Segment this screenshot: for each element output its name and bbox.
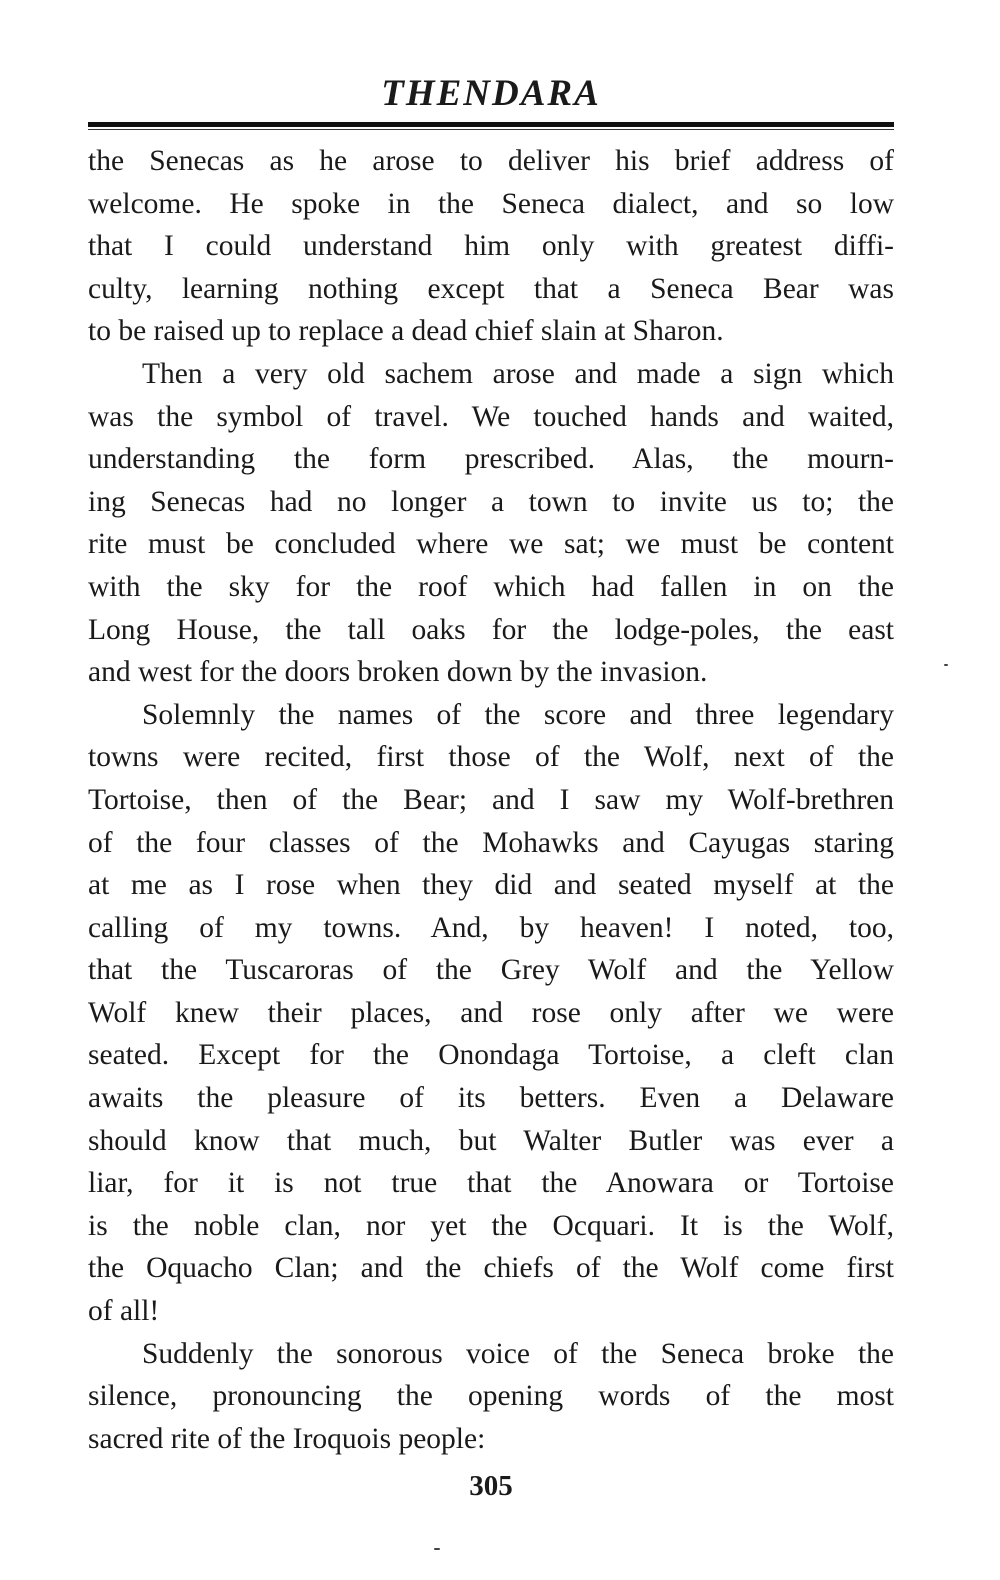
- text-line: at me as I rose when they did and seated myself at the: [88, 869, 894, 902]
- text-line: understanding the form prescribed. Alas, the mourn-: [88, 443, 894, 476]
- text-line: with the sky for the roof which had fallen in on the: [88, 570, 894, 603]
- text-line: of all!: [88, 1295, 160, 1328]
- paragraph: [88, 694, 894, 1333]
- paragraph: [88, 353, 894, 694]
- text-line: is the noble clan, nor yet the Ocquari. It is the Wolf,: [88, 1209, 894, 1242]
- running-head: THENDARA: [381, 73, 601, 114]
- text-line: and west for the doors broken down by the invasion.: [88, 656, 708, 689]
- text-line: towns were recited, first those of the Wolf, next of the: [88, 741, 894, 774]
- text-line: liar, for it is not true that the Anowara or Tortoise: [88, 1167, 894, 1200]
- text-line: calling of my towns. And, by heaven! I noted, too,: [88, 911, 894, 944]
- text-line: Wolf knew their places, and rose only after we were: [88, 996, 894, 1029]
- text-line: the Senecas as he arose to deliver his brief address of: [88, 145, 894, 177]
- book-page: [88, 0, 894, 1502]
- text-line: that the Tuscaroras of the Grey Wolf and the Yellow: [88, 954, 894, 987]
- scan-speck: [434, 1548, 440, 1550]
- text-line: that I could understand him only with greatest diffi-: [88, 230, 894, 263]
- text-line: culty, learning nothing except that a Seneca Bear was: [88, 272, 894, 305]
- text-line: should know that much, but Walter Butler was ever a: [88, 1124, 894, 1157]
- paragraph: [88, 140, 894, 353]
- header-rule-thin: [88, 129, 894, 130]
- text-line: seated. Except for the Onondaga Tortoise, a cleft clan: [88, 1039, 894, 1072]
- text-line: sacred rite of the Iroquois people:: [88, 1422, 486, 1455]
- text-line: was the symbol of travel. We touched hands and waited,: [88, 400, 894, 433]
- page-number: 305: [469, 1470, 513, 1502]
- text-line: of the four classes of the Mohawks and Cayugas staring: [88, 826, 894, 859]
- text-line: Solemnly the names of the score and three legendary: [142, 698, 894, 731]
- text-line: ing Senecas had no longer a town to invite us to; the: [88, 485, 894, 518]
- text-line: welcome. He spoke in the Seneca dialect, and so low: [88, 187, 894, 220]
- text-line: Long House, the tall oaks for the lodge-poles, the east: [88, 613, 894, 646]
- text-line: the Oquacho Clan; and the chiefs of the Wolf come first: [88, 1252, 894, 1285]
- text-line: silence, pronouncing the opening words of the most: [88, 1380, 894, 1413]
- text-line: rite must be concluded where we sat; we must be content: [88, 528, 894, 561]
- header-rule-thick: [88, 122, 894, 127]
- body-text: [88, 140, 894, 1460]
- paragraph: [88, 1333, 894, 1461]
- text-line: Suddenly the sonorous voice of the Seneca broke the: [142, 1337, 894, 1370]
- text-line: to be raised up to replace a dead chief slain at Sharon.: [88, 315, 724, 348]
- text-line: awaits the pleasure of its betters. Even a Delaware: [88, 1082, 894, 1115]
- scan-speck: [944, 664, 948, 666]
- text-line: Tortoise, then of the Bear; and I saw my Wolf-brethren: [88, 783, 894, 816]
- text-line: Then a very old sachem arose and made a sign which: [142, 357, 894, 390]
